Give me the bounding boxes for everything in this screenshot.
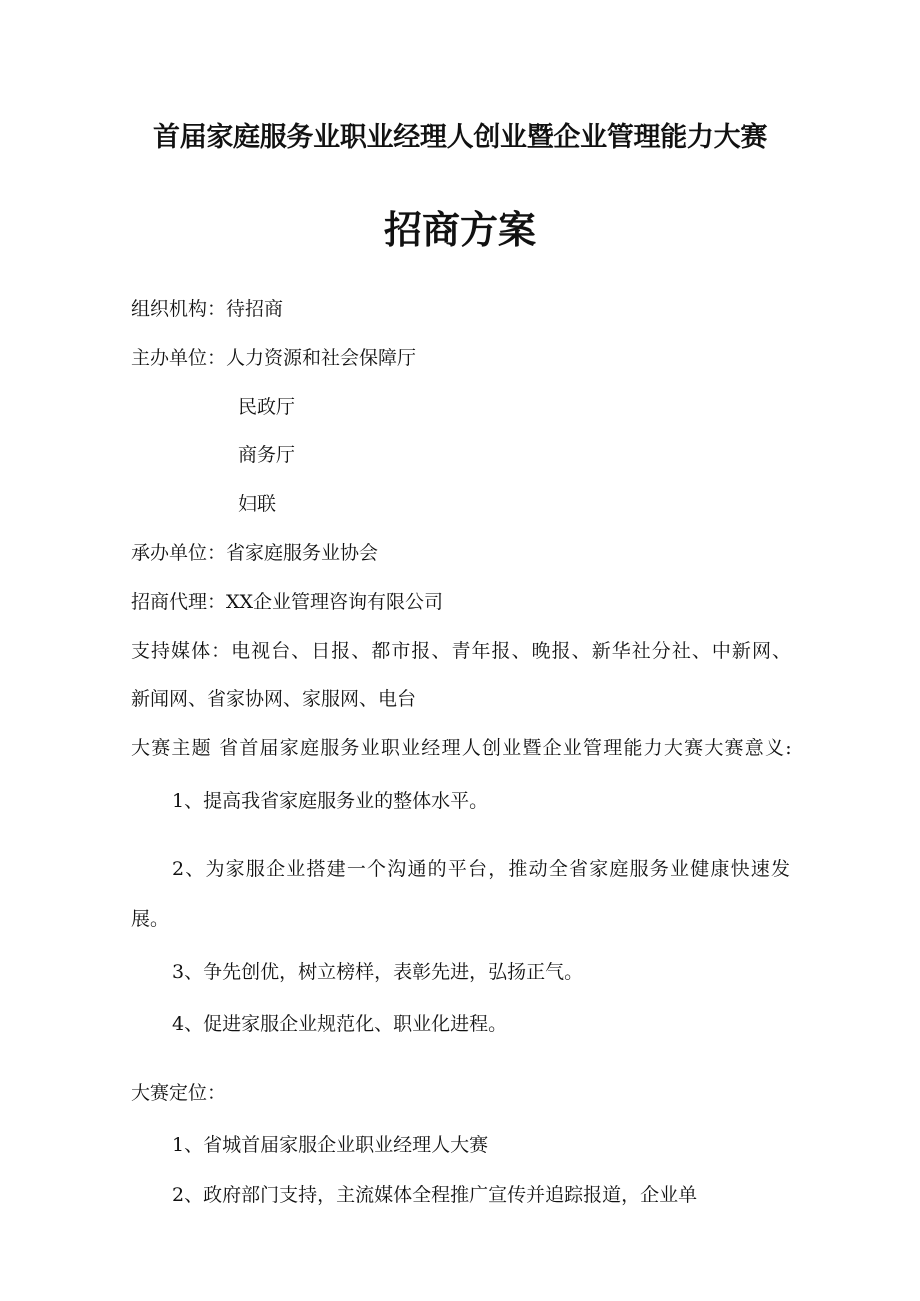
undertaker-line: 承办单位：省家庭服务业协会 (131, 542, 379, 564)
significance-item-1: 1、提高我省家庭服务业的整体水平。 (172, 790, 489, 812)
host-item-civil-affairs: 民政厅 (238, 396, 296, 418)
document-subtitle: 招商方案 (383, 207, 536, 252)
host-item-commerce: 商务厅 (238, 444, 296, 466)
positioning-heading: 大赛定位： (131, 1082, 227, 1104)
media-line-2: 新闻网、省家协网、家服网、电台 (131, 688, 417, 710)
significance-item-4: 4、促进家服企业规范化、职业化进程。 (172, 1013, 508, 1035)
significance-item-3: 3、争先创优，树立榜样，表彰先进，弘扬正气。 (172, 961, 584, 983)
agent-line: 招商代理：XX企业管理咨询有限公司 (131, 591, 444, 613)
significance-item-2-line-1: 2、为家服企业搭建一个沟通的平台，推动全省家庭服务业健康快速发 (172, 858, 790, 880)
media-line-1: 支持媒体：电视台、日报、都市报、青年报、晚报、新华社分社、中新网、 (131, 640, 791, 662)
host-line: 主办单位：人力资源和社会保障厅 (131, 347, 417, 369)
positioning-item-1: 1、省城首届家服企业职业经理人大赛 (172, 1134, 489, 1156)
document-title: 首届家庭服务业职业经理人创业暨企业管理能力大赛 (152, 122, 768, 153)
organizer-line: 组织机构：待招商 (131, 298, 284, 320)
positioning-item-2: 2、政府部门支持，主流媒体全程推广宣传并追踪报道，企业单 (172, 1184, 698, 1206)
theme-line: 大赛主题 省首届家庭服务业职业经理人创业暨企业管理能力大赛大赛意义: (131, 737, 791, 759)
host-item-womens-federation: 妇联 (238, 493, 277, 515)
significance-item-2-line-2: 展。 (131, 908, 170, 930)
